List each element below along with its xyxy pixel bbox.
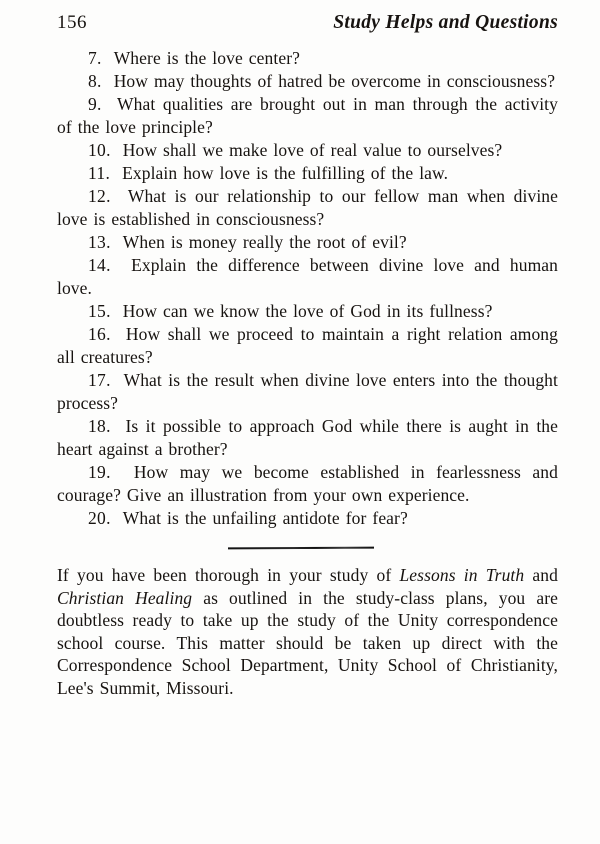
question-item: [57, 139, 558, 162]
question-text: How shall we proceed to maintain a right relation among all creatures?: [57, 324, 558, 367]
question-item: [57, 323, 558, 369]
question-item: [57, 300, 558, 323]
closing-paragraph-text-segment: and: [524, 565, 558, 585]
question-item: [57, 415, 558, 461]
question-text: What is the result when divine love enters into the thought process?: [57, 370, 558, 413]
question-text: What is the unfailing antidote for fear?: [122, 508, 408, 528]
running-title: Study Helps and Questions: [333, 12, 558, 33]
question-text: How can we know the love of God in its fullness?: [122, 301, 493, 321]
question-text: When is money really the root of evil?: [122, 232, 407, 252]
question-number: 17.: [88, 370, 111, 390]
question-text: What is our relationship to our fellow man when divine love is established in consciousness?: [57, 186, 559, 229]
question-number: 9.: [88, 94, 102, 114]
question-number: 14.: [88, 255, 111, 275]
question-number: 15.: [88, 301, 111, 321]
question-text: How may we become established in fearlessness and courage? Give an illustration from your own experience.: [57, 462, 558, 505]
page-header: [57, 12, 558, 34]
question-item: [57, 231, 558, 254]
question-item: [57, 93, 558, 139]
question-number: 13.: [88, 232, 111, 252]
question-item: [57, 162, 558, 185]
question-text: How shall we make love of real value to ourselves?: [122, 140, 503, 160]
questions-list: [57, 47, 558, 530]
question-item: [57, 185, 558, 231]
page-number: 156: [57, 12, 87, 33]
question-number: 16.: [88, 324, 111, 344]
closing-paragraph-text-segment: If you have been thorough in your study of: [57, 565, 400, 585]
question-item: [57, 254, 558, 300]
question-item: [57, 369, 558, 415]
question-number: 8.: [88, 71, 102, 91]
question-item: [57, 47, 558, 70]
question-number: 19.: [88, 462, 111, 482]
question-item: [57, 461, 558, 507]
question-number: 20.: [88, 508, 111, 528]
question-number: 11.: [88, 163, 111, 183]
question-text: Is it possible to approach God while there is aught in the heart against a brother?: [57, 416, 558, 459]
question-text: How may thoughts of hatred be overcome in consciousness?: [113, 71, 556, 91]
question-item: [57, 70, 558, 93]
question-text: Explain the difference between divine love and human love.: [57, 255, 558, 298]
section-divider: [227, 547, 373, 550]
closing-paragraph-text-segment: as outlined in the study-class plans, you are doubtless ready to take up the study of the Unity correspondence school course. This matter should be taken up direct with the Correspondence School Department, Unity School of Christianity, Lee's Summit, Missouri.: [57, 587, 558, 698]
question-text: Where is the love center?: [113, 48, 301, 68]
question-text: What qualities are brought out in man through the activity of the love principle?: [57, 94, 558, 137]
question-number: 18.: [88, 416, 111, 436]
closing-paragraph-title-segment: Christian Healing: [57, 587, 193, 608]
closing-paragraph-title-segment: Lessons in Truth: [399, 565, 525, 585]
closing-paragraph: [57, 564, 558, 699]
question-number: 12.: [88, 186, 111, 206]
question-number: 10.: [88, 140, 111, 160]
question-number: 7.: [88, 48, 102, 68]
question-text: Explain how love is the fulfilling of the law.: [122, 163, 449, 183]
question-item: [57, 507, 558, 530]
